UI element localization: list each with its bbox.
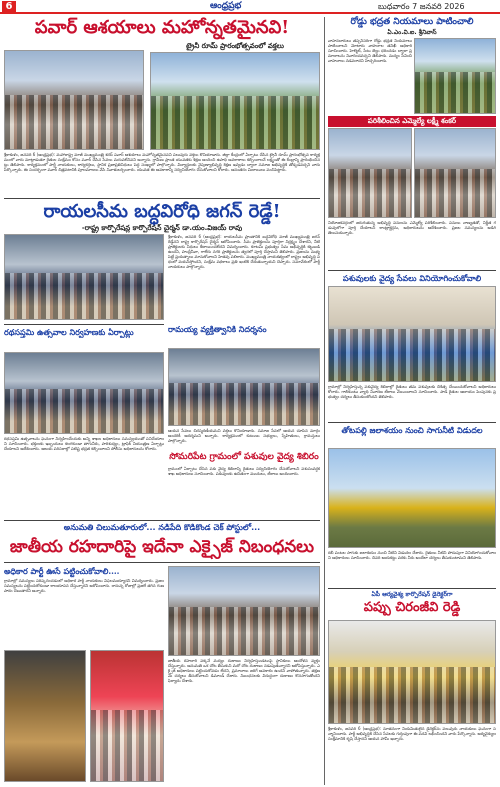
- story13-photo-shop: [4, 650, 86, 782]
- divider: [328, 422, 496, 423]
- story11-pre: ఏపీ ఆర్యవైశ్య కార్పొరేషన్ డైరెక్టర్‌గా: [371, 591, 453, 598]
- story13-body: గ్రామాల్లో సమస్యలు పరిష్కరించడంలో అధికార పార్టీ నాయకులు విఫలమయ్యారని విమర్శించారు. ప్రజల సమస్యలను పట్టించుకోకుండా కాలయాపన చేస్తున్నారని ఆరోపించారు. రానున్న రోజుల్లో ప్రజలే తగిన గుణపాఠం చెబుతారని అన్నారు.: [4, 578, 164, 593]
- page-number: 6: [2, 1, 16, 13]
- story1-subhead: ట్రైనీ రూమ్ ప్రారంభోత్సవంలో వక్తలు: [186, 42, 284, 50]
- story2-body: శ్రీకాకుళం, జనవరి 6 (ఆంధ్రప్రభ): రాయలసీమ ప్రాంతానికి బద్ధవిరోధి మాజీ ముఖ్యమంత్రి జగన్ రెడ్డేనని రాష్ట్ర కార్పొరేషన్ చైర్మన్ ఆరోపించారు. సీమ ప్రాజెక్టులను పూర్తిగా నిర్లక్ష్యం చేశారని, నీటి ప్రాజెక్టులకు నిధులు కేటాయించలేదని విమర్శించారు. కూటమి ప్రభుత్వం సీమ అభివృద్ధికి కట్టుబడి ఉందని, హంద్రీనీవా, గాలేరు నగరి ప్రాజెక్టులను త్వరలో పూర్తి చేస్తామని తెలిపారు. ప్రజలను మభ్యపెట్టే ప్రయత్నాలు మానుకోవాలని హితవు పలికారు. ముఖ్యమంత్రి నాయకత్వంలో రాష్ట్రం అభివృద్ధి పథంలో పయనిస్తోందని, సంక్షేమ పథకాలు ప్రతి ఇంటికి చేరుతున్నాయని చెప్పారు. సమావేశంలో పార్టీ నాయకులు పాల్గొన్నారు.: [168, 234, 320, 269]
- story12-kicker: అనుమతి చిలుమతూరులో... నడిపేది కొడికొండ చెక్ పోస్టులో...: [63, 523, 261, 532]
- story13-photo-person: [90, 650, 164, 782]
- story3-headline: రథసప్తమి ఉత్సవాల నిర్వహణకు ఏర్పాట్లు: [4, 327, 134, 337]
- story3-photo: [4, 352, 164, 434]
- story2-subhead: -రాష్ట్ర కార్పొరేషన్ల కార్పొరేషన్ చైర్మన్ డా.యం.విజయ్ రావు: [81, 224, 243, 232]
- story8-photo-1: [328, 128, 412, 218]
- story2-headline: రాయలసీమ బద్ధవిరోధి జగన్ రెడ్డే!: [43, 201, 281, 222]
- story12-headline: జాతీయ రహదారిపై ఇదేనా ఎక్సైజ్ నిబంధనలు: [9, 537, 315, 557]
- story7-subhead: ఏ.ఎం.వి.ఐ. శ్రీనివాస్: [387, 29, 437, 36]
- story3-body: రథసప్తమి ఉత్సవాలను ఘనంగా నిర్వహించేందుకు అన్ని శాఖల అధికారులు సమన్వయంతో పనిచేయాలని సూచించారు. భక్తులకు ఇబ్బందులు కలగకుండా తాగునీరు, పారిశుధ్యం, ట్రాఫిక్ నియంత్రణ ఏర్పాట్లు చేయాలని ఆదేశించారు. ఆలయ పరిసరాల్లో పటిష్ట భద్రత కల్పించాలని పోలీసు అధికారులను కోరారు.: [4, 436, 164, 451]
- divider: [328, 588, 496, 589]
- story6-body: గ్రామంలో ఏర్పాటు చేసిన పశు వైద్య శిబిరాన్ని రైతులు సద్వినియోగం చేసుకోవాలని పశుసంవర్ధక శాఖ అధికారులు సూచించారు. పశువులకు ఉచితంగా మందులు, టీకాలు అందించారు.: [168, 466, 320, 476]
- story1-photo-small: [4, 50, 144, 150]
- story12-photo: [168, 566, 320, 656]
- divider: [4, 520, 320, 521]
- page-date: బుధవారం 7 జనవరి 2026: [378, 2, 465, 11]
- story1-body: శ్రీకాకుళం, జనవరి 6 (ఆంధ్రప్రభ): మహారాష్ట్ర మాజీ ముఖ్యమంత్రి శరద్ పవార్ ఆశయాలు మహోన్నతమైనవని పలువురు వక్తలు కొనియాడారు. జిల్లా కేంద్రంలో ఏర్పాటు చేసిన ట్రైనీ రూమ్ ప్రారంభోత్సవ కార్యక్రమంలో వారు మాట్లాడుతూ రైతుల సంక్షేమం కోసం పవార్ చేసిన సేవలు మరువలేనివని అన్నారు. గ్రామీణ ప్రాంత యువతకు శిక్షణ అందించి ఉపాధి అవకాశాలు కల్పించాలనే లక్ష్యంతో ఈ కేంద్రాన్ని ప్రారంభించినట్లు తెలిపారు. కార్యక్రమంలో పార్టీ నాయకులు, కార్యకర్తలు, స్థానిక ప్రజాప్రతినిధులు పెద్ద సంఖ్యలో పాల్గొన్నారు. విద్యార్థులకు నైపుణ్యాభివృద్ధి శిక్షణ ఇవ్వడం ద్వారా సమాజ అభివృద్ధికి తోడ్పడవచ్చని వారు పేర్కొన్నారు. ఈ సందర్భంగా పవార్ చిత్రపటానికి పూలమాలలు వేసి నివాళులర్పించారు. యువత ఈ అవకాశాన్ని సద్వినియోగం చేసుకోవాలని కోరారు. అనంతరం మిఠాయిలు పంచిపెట్టారు.: [4, 152, 320, 172]
- story11-body: శ్రీకాకుళం, జనవరి 6 (ఆంధ్రప్రభ): నూతనంగా నియమితులైన డైరెక్టర్‌ను పలువురు నాయకులు ఘనంగా సన్మానించారు. పార్టీ అభివృద్ధికి చేసిన సేవలకు గుర్తింపుగా ఈ పదవి లభించిందని వారు పేర్కొన్నారు. ఆర్యవైశ్యుల సంక్షేమానికి కృషి చేస్తానని ఆయన హామీ ఇచ్చారు.: [328, 726, 496, 741]
- column-divider: [324, 17, 325, 785]
- story9-body: గ్రామాల్లో నిర్వహిస్తున్న పశువైద్య శిబిరాల్లో రైతులు తమ పశువులకు చికిత్స చేయించుకోవాలని అధికారులు కోరారు. గాలికుంటు వ్యాధి నివారణ టీకాలు వేయించాలని సూచించారు. పాడి రైతుల ఆదాయం పెంపునకు ప్రభుత్వం చర్యలు తీసుకుంటోందని తెలిపారు.: [328, 384, 496, 399]
- divider: [4, 324, 164, 325]
- story9-photo: [328, 286, 496, 382]
- story10-headline: తోటపల్లి జలాశయం నుంచి సాగునీటి విడుదల: [341, 425, 483, 435]
- story10-photo: [328, 448, 496, 548]
- story7-body: వాహనదారులు తప్పనిసరిగా రోడ్డు భద్రత నియమాలు పాటించాలని మోటారు వాహనాల తనిఖీ అధికారి సూచించారు. హెల్మెట్, సీటు బెల్టు ధరించడం ద్వారా ప్రమాదాలను నివారించవచ్చని తెలిపారు. మద్యం సేవించి వాహనాలు నడపరాదని హెచ్చరించారు.: [328, 38, 412, 63]
- story1-photo-main: [150, 52, 320, 150]
- story2-photo: [4, 234, 164, 320]
- story7-photo: [414, 38, 496, 114]
- story9-headline: పశువులకు వైద్య సేవలు వినియోగించుకోవాలి: [342, 273, 482, 283]
- story10-body: రబీ పంటల సాగుకు జలాశయం నుంచి నీటిని విడుదల చేశారు. రైతులు నీటిని పొదుపుగా వినియోగించుకోవాలని అధికారులు సూచించారు. చివరి ఆయకట్టు వరకు నీరు అందేలా చర్యలు తీసుకుంటామని తెలిపారు.: [328, 550, 496, 560]
- divider: [4, 562, 320, 563]
- story13-headline: అధికార పార్టీ ఊసే పట్టించుకోవాలి....: [4, 566, 120, 576]
- masthead: ఆంధ్రప్రభ: [210, 1, 242, 11]
- story12-body: జాతీయ రహదారి పక్కనే మద్యం దుకాణం నిర్వహిస్తుండటంపై స్థానికులు ఆందోళన వ్యక్తం చేస్తున్నారు. అనుమతి ఒక చోట తీసుకుని మరో చోట దుకాణం నడుపుతున్నారని ఆరోపిస్తున్నారు. ఎక్సైజ్ అధికారులు పట్టించుకోవడం లేదని, ప్రమాదాలు జరిగే అవకాశం ఉందని వాపోతున్నారు. తక్షణమే చర్యలు తీసుకోవాలని డిమాండ్ చేశారు. నిబంధనలకు విరుద్ధంగా దుకాణం కొనసాగుతోందని ఫిర్యాదు చేశారు.: [168, 658, 320, 683]
- story5-photo: [168, 348, 320, 426]
- story11-headline: పప్పు చిరంజీవి రెడ్డి: [363, 600, 461, 615]
- story1-headline: పవార్ ఆశయాలు మహోన్నతమైనవి!: [34, 17, 290, 38]
- story5-headline: రామయ్య వ్యక్తిత్వానికి నిదర్శనం: [168, 324, 267, 334]
- story8-body: నియోజకవర్గంలో జరుగుతున్న అభివృద్ధి పనులను ఎమ్మెల్యే పరిశీలించారు. పనులు నాణ్యతతో, నిర్ణీత గడువులోగా పూర్తి చేయాలని కాంట్రాక్టర్లను, అధికారులను ఆదేశించారు. ప్రజల సమస్యలను అడిగి తెలుసుకున్నారు.: [328, 220, 496, 235]
- story6-headline: సోమరిపేట గ్రామంలో పశువుల వైద్య శిబిరం: [169, 452, 319, 462]
- story8-headline: పరిశీలించిన ఎమ్మెల్యే లక్ష్మీ శంకర్: [367, 117, 457, 125]
- divider: [4, 198, 320, 199]
- divider: [328, 270, 496, 271]
- story11-photo: [328, 620, 496, 724]
- story5-body: ఆయన సేవలు చిరస్మరణీయమని వక్తలు కొనియాడారు. సమాజ సేవలో ఆయన చూపిన మార్గం అందరికీ ఆదర్శమని అన్నారు. కార్యక్రమంలో కుటుంబ సభ్యులు, స్నేహితులు, గ్రామస్తులు పాల్గొన్నారు.: [168, 428, 320, 443]
- story7-headline: రోడ్డు భద్రత నియమాలు పాటించాలి: [350, 17, 474, 27]
- story8-photo-2: [414, 128, 496, 218]
